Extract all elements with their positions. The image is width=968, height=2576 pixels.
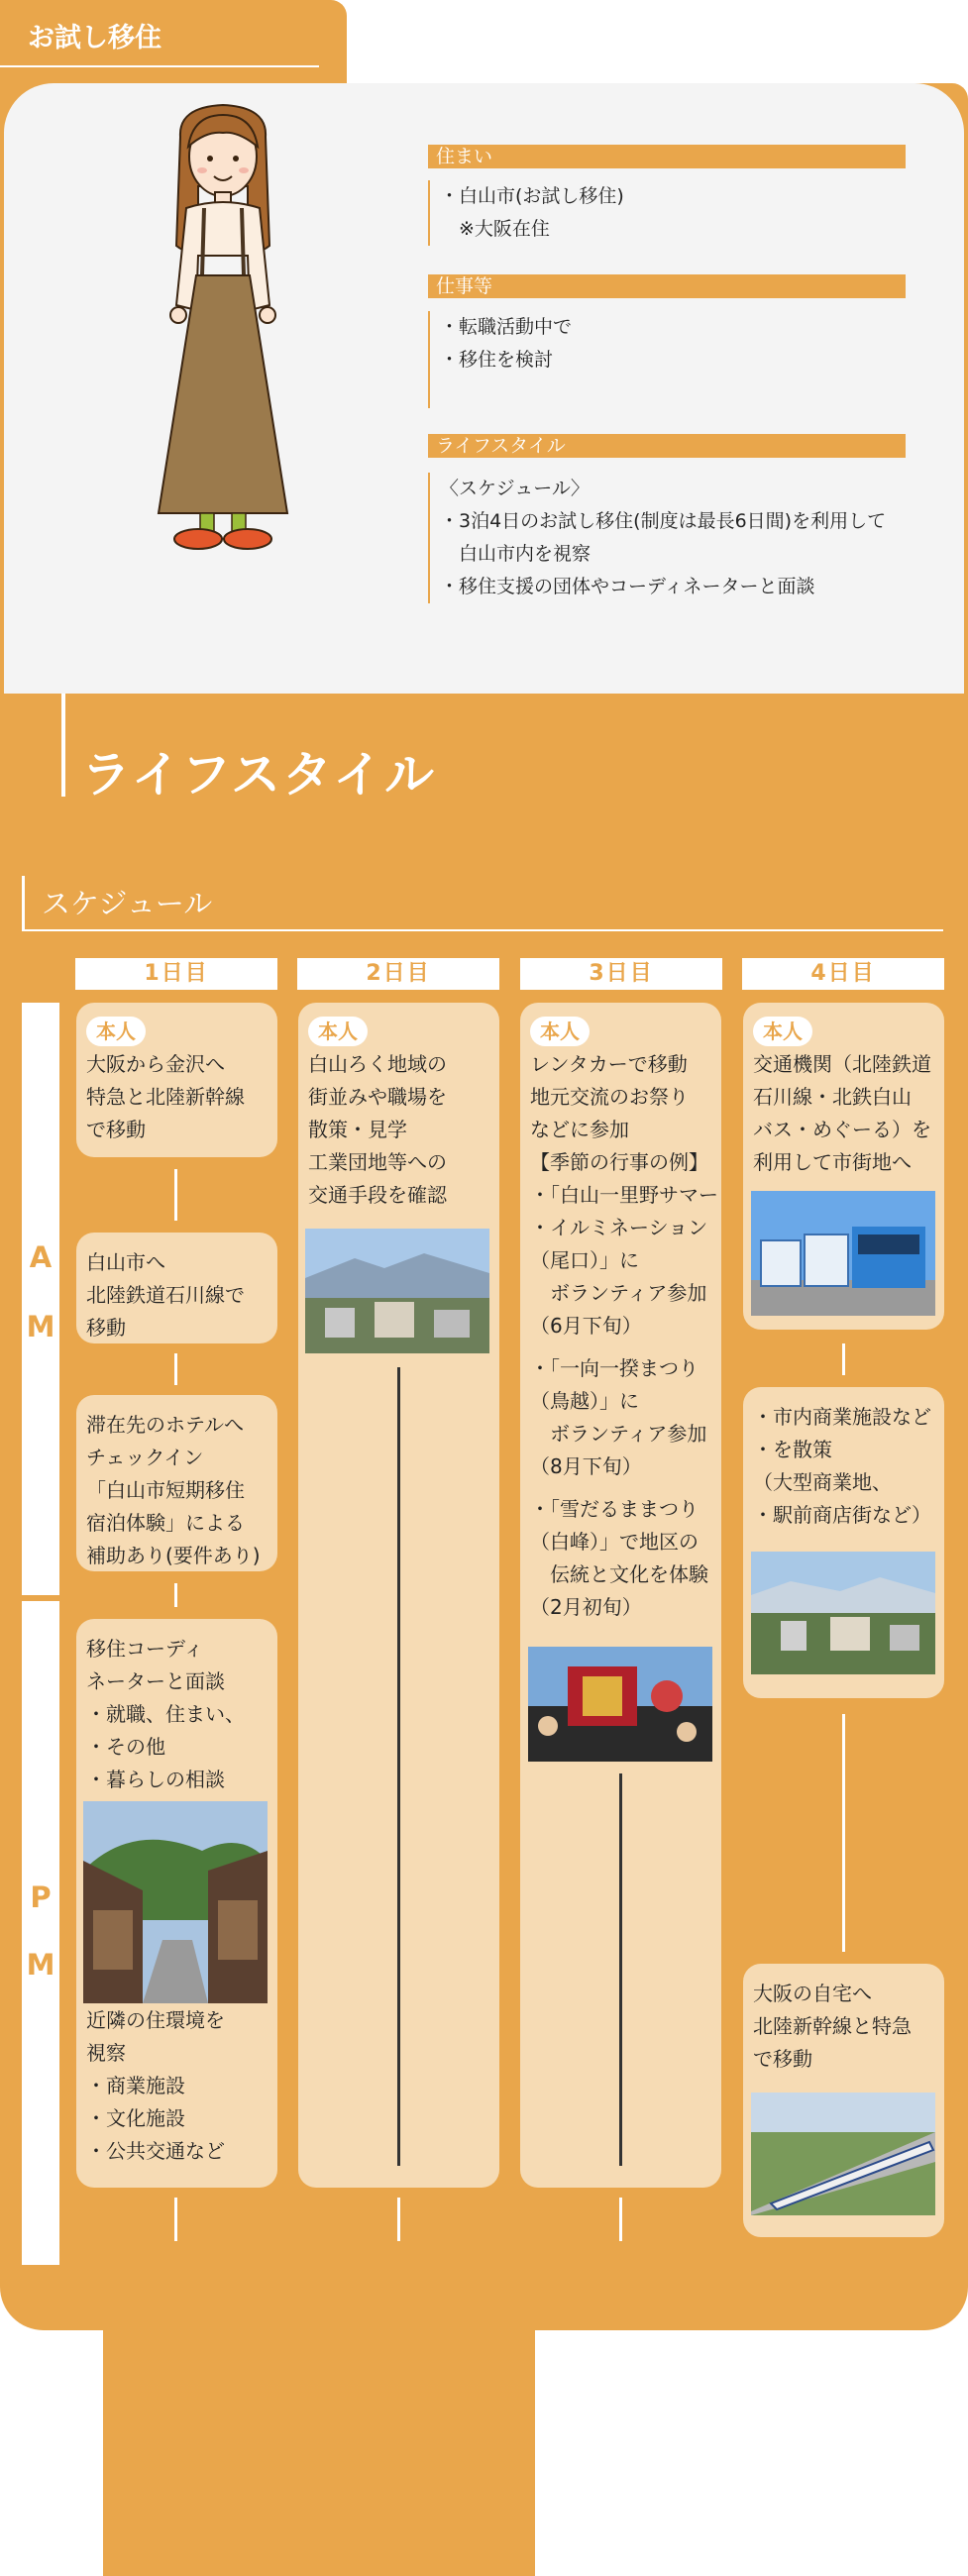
connector [619,2198,622,2241]
card-line: 北陸新幹線と特急 [753,2014,912,2038]
card-line: ・イルミネーション [530,1216,708,1239]
header-underline [0,65,319,67]
card-line: 「白山市短期移住 [86,1478,245,1502]
label-housing: 住まい [428,145,906,168]
card-line: 交通機関（北陸鉄道 [753,1052,931,1076]
card-line: 視察 [86,2041,126,2065]
card-line: 補助あり(要件あり) [86,1544,261,1567]
connector [174,1169,177,1221]
card-line: 白山ろく地域の [308,1052,447,1076]
am-column [22,1003,59,1595]
card-line: （6月下旬） [530,1314,642,1338]
card-line: ・を散策 [753,1438,832,1461]
page-title: お試し移住 [28,23,161,54]
photo-townscape [305,1229,489,1353]
info-line: ※大阪在住 [440,218,550,240]
card-line: 大阪から金沢へ [86,1052,225,1076]
timeline-line [397,1367,400,2166]
card-line: ボランティア参加 [530,1281,707,1305]
info-line: ・白山市(お試し移住) [440,185,624,207]
card-line: で移動 [86,1118,146,1141]
card-line: ・「白山一里野サマー [530,1183,718,1207]
card-line: 滞在先のホテルへ [86,1413,244,1437]
card-line: 特急と北陸新幹線 [86,1085,245,1109]
info-line: ・転職活動中で [440,316,573,338]
am-letter-a: A [29,1240,53,1274]
card-line: ・「一向一揆まつり [530,1356,699,1380]
card-line: チェックイン [86,1446,204,1469]
card-line: （大型商業地、 [753,1470,892,1494]
timeline-line [619,1773,622,2166]
photo-buses [751,1191,935,1316]
day3-card-1 [520,1003,721,1637]
card-line: ・就職、住まい、 [86,1702,245,1726]
card-line: ・市内商業施設など [753,1405,931,1429]
card-line: ・駅前商店街など） [753,1503,931,1527]
photo-city [751,1552,935,1674]
schedule-underline [22,929,943,931]
info-housing [428,180,923,246]
schedule-title-bar [22,876,25,931]
card-line: 大阪の自宅へ [753,1982,872,2005]
card-line: （白峰）」で地区の [530,1530,699,1554]
schedule-title: スケジュール [42,887,213,920]
card-line: ボランティア参加 [530,1422,707,1446]
card-line: 移住コーディ [86,1637,204,1661]
connector [174,1583,177,1607]
card-line: ・「雪だるままつり [530,1497,699,1521]
info-lifestyle [428,473,923,603]
pm-letter-p: P [30,1880,52,1914]
card-line: （尾口）」に [530,1248,639,1272]
card-line: （2月初旬） [530,1595,642,1619]
lifestyle-title: ライフスタイル [81,746,436,804]
card-line: などに参加 [530,1118,629,1141]
pm-column [22,1601,59,2265]
info-line: 〈スケジュール〉 [440,478,590,499]
card-line: 白山市へ [86,1250,165,1274]
day1-card-2 [76,1233,277,1343]
card-line: レンタカーで移動 [530,1052,688,1076]
card-line: ・暮らしの相談 [86,1768,225,1791]
day1-card-1 [76,1003,277,1157]
person-badge: 本人 [86,1017,146,1046]
card-line: ・公共交通など [86,2139,225,2163]
connector [842,1343,845,1375]
card-line: 移動 [86,1316,126,1340]
day2-card-1 [298,1003,499,1240]
photo-festival [528,1647,712,1762]
photo-shinkansen [751,2093,935,2215]
day-header-2: 2日目 [297,958,499,990]
card-line: ・商業施設 [86,2074,185,2097]
footer-block [103,2330,535,2576]
person-badge: 本人 [753,1017,812,1046]
card-line: 利用して市街地へ [753,1150,912,1174]
info-line: ・移住を検討 [440,349,554,371]
label-work: 仕事等 [428,274,906,298]
card-line: 宿泊体験」による [86,1511,245,1535]
day-header-4: 4日目 [742,958,944,990]
day1-card-3 [76,1395,277,1571]
card-line: 交通手段を確認 [308,1183,447,1207]
card-line: 街並みや職場を [308,1085,447,1109]
card-line: バス・めぐーる）を [753,1118,931,1141]
connector [174,1353,177,1385]
lifestyle-title-bar [61,694,65,797]
card-line: 地元交流のお祭り [530,1085,689,1109]
day-header-1: 1日目 [75,958,277,990]
card-line: 伝統と文化を体験 [530,1562,708,1586]
day-header-3: 3日目 [520,958,722,990]
card-line: 工業団地等への [308,1150,447,1174]
card-line: ・その他 [86,1735,165,1759]
pm-letter-m: M [26,1948,55,1982]
card-line: 近隣の住環境を [86,2008,225,2032]
info-line: ・移住支援の団体やコーディネーターと面談 [440,576,815,597]
person-badge: 本人 [308,1017,368,1046]
card-line: （鳥越）」に [530,1389,639,1413]
card-line: 散策・見学 [308,1118,407,1141]
card-line: ネーターと面談 [86,1669,225,1693]
card-line: 【季節の行事の例】 [530,1150,708,1174]
info-line: ・3泊4日のお試し移住(制度は最長6日間)を利用して [440,510,887,532]
connector [397,2198,400,2241]
person-illustration [139,97,307,592]
card-line: （8月下旬） [530,1454,642,1478]
card-line: ・文化施設 [86,2106,185,2130]
info-work [428,311,923,408]
label-lifestyle: ライフスタイル [428,434,906,458]
person-badge: 本人 [530,1017,590,1046]
card-line: 石川線・北鉄白山 [753,1085,912,1109]
card-line: 北陸鉄道石川線で [86,1283,245,1307]
photo-old-street [83,1801,268,2003]
connector [174,2198,177,2241]
card-line: で移動 [753,2047,812,2071]
connector [842,1714,845,1952]
info-line: 白山市内を視察 [440,543,592,565]
am-letter-m: M [26,1310,55,1343]
